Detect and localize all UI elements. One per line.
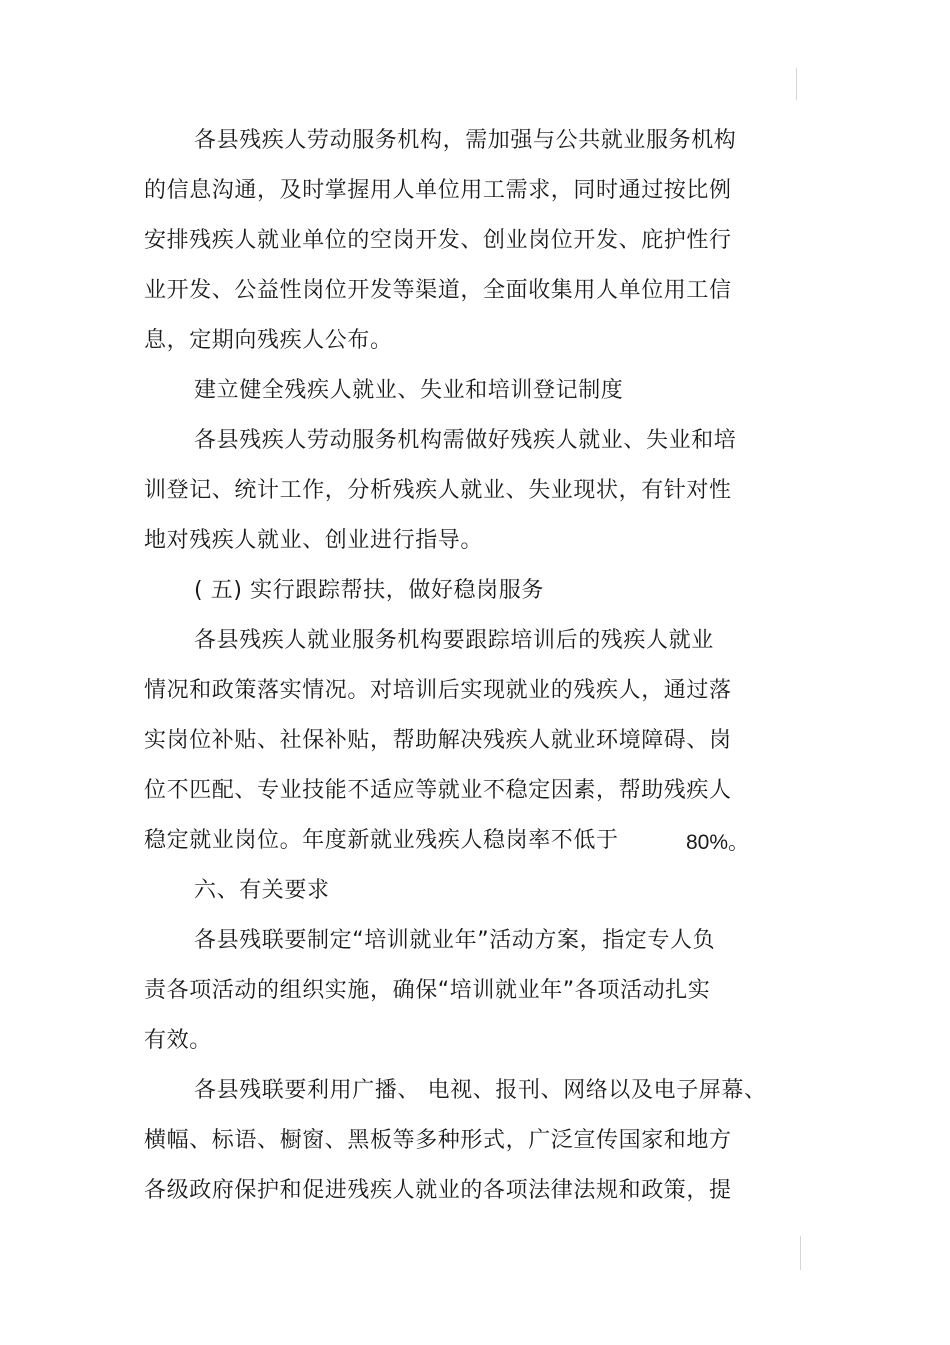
paragraph-line: 位不匹配、专业技能不适应等就业不稳定因素，帮助残疾人 [144,778,732,803]
retention-rate-value: 80%。 [686,831,750,854]
paragraph-line: 情况和政策落实情况。对培训后实现就业的残疾人，通过落 [144,678,732,703]
paragraph-line: 的信息沟通，及时掌握用人单位用工需求，同时通过按比例 [144,178,732,203]
paragraph-line: 各县残疾人劳动服务机构，需加强与公共就业服务机构 [194,128,737,153]
paragraph-line: 实岗位补贴、社保补贴，帮助解决残疾人就业环境障碍、岗 [144,728,732,753]
paragraph-line: 地对残疾人就业、创业进行指导。 [144,528,484,553]
paragraph-line: 训登记、统计工作，分析残疾人就业、失业现状，有针对性 [144,478,732,503]
paragraph-line: 各县残联要制定“培训就业年”活动方案，指定专人负 [194,928,716,953]
paragraph-line: 各级政府保护和促进残疾人就业的各项法律法规和政策，提 [144,1178,732,1203]
paragraph-line: 各县残联要利用广播、 电视、报刊、网络以及电子屏幕、 [194,1078,767,1103]
paragraph-line: 横幅、标语、橱窗、黑板等多种形式，广泛宣传国家和地方 [144,1128,732,1153]
paragraph-line: 安排残疾人就业单位的空岗开发、创业岗位开发、庇护性行 [144,228,732,253]
corner-mark-top [796,68,797,100]
section-heading: 建立健全残疾人就业、失业和培训登记制度 [194,378,624,403]
paragraph-line: 有效。 [144,1028,212,1053]
paragraph-line: 责各项活动的组织实施，确保“培训就业年”各项活动扎实 [144,978,711,1003]
paragraph-line: 息，定期向残疾人公布。 [144,328,393,353]
section-heading: ( 五) 实行跟踪帮扶，做好稳岗服务 [194,578,544,603]
corner-mark-bottom [800,1236,801,1270]
paragraph-line: 各县残疾人就业服务机构要跟踪培训后的残疾人就业 [194,628,714,653]
paragraph-line: 稳定就业岗位。年度新就业残疾人稳岗率不低于 [144,828,619,853]
paragraph-line: 业开发、公益性岗位开发等渠道，全面收集用人单位用工信 [144,278,732,303]
paragraph-line: 各县残疾人劳动服务机构需做好残疾人就业、失业和培 [194,428,737,453]
section-heading: 六、有关要求 [194,878,330,903]
